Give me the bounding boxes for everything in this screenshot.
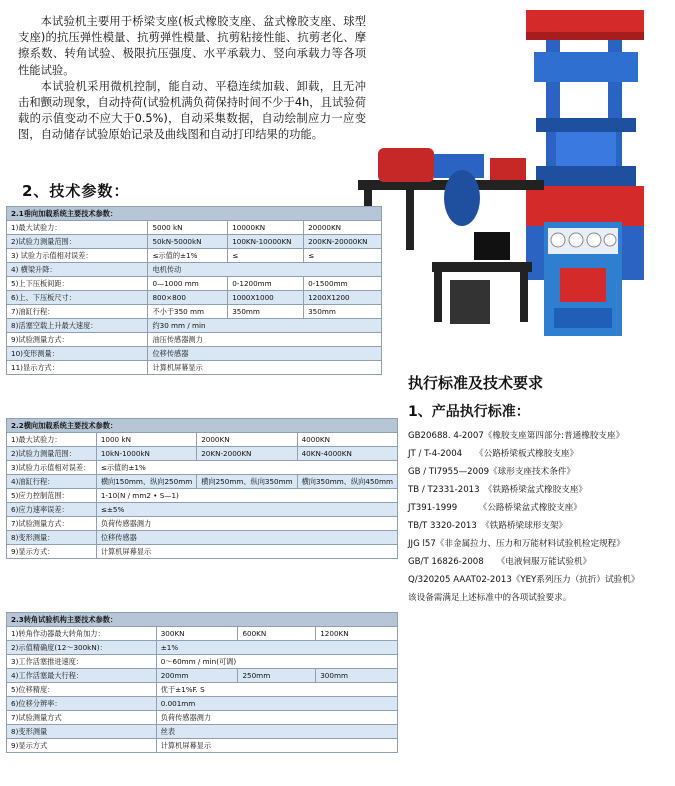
standards-subtitle: 1、产品执行标准： — [408, 404, 530, 420]
table-cell: 50kN-5000kN — [148, 235, 228, 249]
table-cell: 优于±1%F. S — [156, 683, 397, 697]
standard-item: GB/T 16826-2008 《电液伺服万能试验机》 — [408, 557, 592, 567]
table-cell: 负荷传感器测力 — [96, 517, 397, 531]
table-cell: 10000KN — [228, 221, 304, 235]
vertical-load-spec-table — [6, 206, 382, 375]
table-cell: 300KN — [156, 627, 238, 641]
table-cell: 1)最大试验力： — [7, 433, 97, 447]
table-cell: 3)工作活塞推进速度： — [7, 655, 157, 669]
table-cell: 横向350mm、纵向450mm — [297, 475, 397, 489]
table-cell: 5)应力控制范围： — [7, 489, 97, 503]
standard-item: TB/T 3320-2013 《铁路桥梁球形支架》 — [408, 521, 568, 531]
table-cell: 计算机屏幕显示 — [148, 361, 382, 375]
table-cell: 0～60mm / min(可调) — [156, 655, 397, 669]
table-cell: 电机传动 — [148, 263, 382, 277]
table-cell: 9)显示方式： — [7, 545, 97, 559]
table-cell: 300mm — [316, 669, 398, 683]
table-cell: 7)油缸行程： — [7, 305, 148, 319]
table-cell: 7)试验测量方式 — [7, 711, 157, 725]
table-cell: 5)位移精度： — [7, 683, 157, 697]
table-cell: 6)位移分辨率： — [7, 697, 157, 711]
table-cell: 9)显示方式 — [7, 739, 157, 753]
table-title: 2.1垂向加载系统主要技术参数： — [7, 207, 382, 221]
table-cell: 2)试验力测量范围： — [7, 235, 148, 249]
table-cell: 11)显示方式： — [7, 361, 148, 375]
section-title: 2、技术参数： — [22, 182, 130, 200]
table-cell: 20000KN — [304, 221, 382, 235]
standards-section — [408, 372, 670, 607]
table-cell: 8)变形测量： — [7, 531, 97, 545]
table-cell: 5)上下压板间距： — [7, 277, 148, 291]
horizontal-load-spec-table — [6, 418, 398, 559]
table-cell: 2)试验力测量范围： — [7, 447, 97, 461]
table-cell: 600KN — [238, 627, 316, 641]
standard-item: JT391-1999 《公路桥梁盆式橡胶支座》 — [408, 503, 582, 513]
table-cell: 计算机屏幕显示 — [156, 739, 397, 753]
table-cell: 0.001mm — [156, 697, 397, 711]
table-cell: 200mm — [156, 669, 238, 683]
table-cell: 约30 mm / min — [148, 319, 382, 333]
standard-item: TB / T2331-2013 《铁路桥梁盆式橡胶支座》 — [408, 485, 588, 495]
standard-item: GB20688. 4-2007《橡胶支座第四部分:普通橡胶支座》 — [408, 431, 625, 441]
table-cell: 10kN-1000kN — [96, 447, 196, 461]
table-cell: 1200X1200 — [304, 291, 382, 305]
table-cell: ≤±5% — [96, 503, 397, 517]
table-cell: 350mm — [228, 305, 304, 319]
table-cell: 横向150mm、纵向250mm — [96, 475, 196, 489]
table-cell: 8)活塞空载上升最大速度： — [7, 319, 148, 333]
table-cell: 0-1500mm — [304, 277, 382, 291]
table-cell: 40KN-4000KN — [297, 447, 397, 461]
table-cell: 9)试验测量方式： — [7, 333, 148, 347]
table-cell: 6)上、下压板尺寸： — [7, 291, 148, 305]
table-cell: 800×800 — [148, 291, 228, 305]
testing-machine-photo — [350, 8, 672, 338]
table-cell: ±1% — [156, 641, 397, 655]
table-cell: 250mm — [238, 669, 316, 683]
table-cell: 1200KN — [316, 627, 398, 641]
table-cell: ≤示值的±1% — [96, 461, 397, 475]
intro-paragraph-2: 本试验机采用微机控制，能自动、平稳连续加载、卸载，且无冲击和颤动现象，自动持荷(试验机满负荷保持时间不少于4h，且试验荷载的示值变动不应大于0.5%)，自动采集数据，自动绘制应力一应变图，自动储存试验原始记录及曲线图和自动打印结果的功能。 — [18, 79, 366, 142]
standards-note: 该设备需满足上述标准中的各项试验要求。 — [408, 593, 572, 603]
table-cell: 2)示值精确度(12～300kN)： — [7, 641, 157, 655]
table-cell: ≤ — [228, 249, 304, 263]
table-cell: 位移传感器 — [96, 531, 397, 545]
table-cell: 0—1000 mm — [148, 277, 228, 291]
table-cell: 横向250mm、纵向350mm — [197, 475, 297, 489]
table-title: 2.2横向加载系统主要技术参数： — [7, 419, 398, 433]
table-cell: 20KN-2000KN — [197, 447, 297, 461]
table-cell: 1)最大试验力： — [7, 221, 148, 235]
table-cell: 计算机屏幕显示 — [96, 545, 397, 559]
table-cell: 6)应力速率误差： — [7, 503, 97, 517]
table-cell: 350mm — [304, 305, 382, 319]
table-cell: 1-10(N / mm2 • S—1) — [96, 489, 397, 503]
standards-title: 执行标准及技术要求 — [408, 374, 544, 392]
table-cell: 5000 kN — [148, 221, 228, 235]
table-title: 2.3转角试验机构主要技术参数： — [7, 613, 398, 627]
table-cell: 4) 横梁升降： — [7, 263, 148, 277]
table-cell: 3)试验力示值相对误差： — [7, 461, 97, 475]
standard-item: JJG l57《非金属拉力、压力和万能材料试验机检定规程》 — [408, 539, 625, 549]
table-cell: 1)转角作动器最大转角加力： — [7, 627, 157, 641]
table-cell: ≤ — [304, 249, 382, 263]
table-cell: 油压传感器测力 — [148, 333, 382, 347]
table-cell: 丝表 — [156, 725, 397, 739]
table-cell: 位移传感器 — [148, 347, 382, 361]
table-cell: 0-1200mm — [228, 277, 304, 291]
standard-item: JT / T-4-2004 《公路桥梁板式橡胶支座》 — [408, 449, 579, 459]
table-cell: 100KN-10000KN — [228, 235, 304, 249]
table-cell: 3) 试验力示值相对误差： — [7, 249, 148, 263]
intro-text — [18, 14, 366, 144]
rotation-spec-table — [6, 612, 398, 753]
table-cell: 4000KN — [297, 433, 397, 447]
table-cell: 10)变形测量： — [7, 347, 148, 361]
standard-item: Q/320205 AAAT02-2013《YEY系列压力（抗折）试验机》 — [408, 575, 640, 585]
table-cell: 4)油缸行程： — [7, 475, 97, 489]
standard-item: GB / TI7955—2009《球形支座技术条件》 — [408, 467, 575, 477]
table-cell: 负荷传感器测力 — [156, 711, 397, 725]
table-cell: 7)试验测量方式： — [7, 517, 97, 531]
intro-paragraph-1: 本试验机主要用于桥梁支座(板式橡胶支座、盆式橡胶支座、球型支座)的抗压弹性模量、抗剪弹性模量、抗剪粘接性能、抗剪老化、摩擦系数、转角试验、极限抗压强度、水平承载力、竖向承载力等各项性能试验。 — [18, 15, 366, 77]
table-cell: 8)变形测量 — [7, 725, 157, 739]
table-cell: 4)工作活塞最大行程： — [7, 669, 157, 683]
table-cell: ≤示值的±1% — [148, 249, 228, 263]
table-cell: 200KN-20000KN — [304, 235, 382, 249]
table-cell: 2000KN — [197, 433, 297, 447]
table-cell: 1000X1000 — [228, 291, 304, 305]
table-cell: 1000 kN — [96, 433, 196, 447]
table-cell: 不小于350 mm — [148, 305, 228, 319]
